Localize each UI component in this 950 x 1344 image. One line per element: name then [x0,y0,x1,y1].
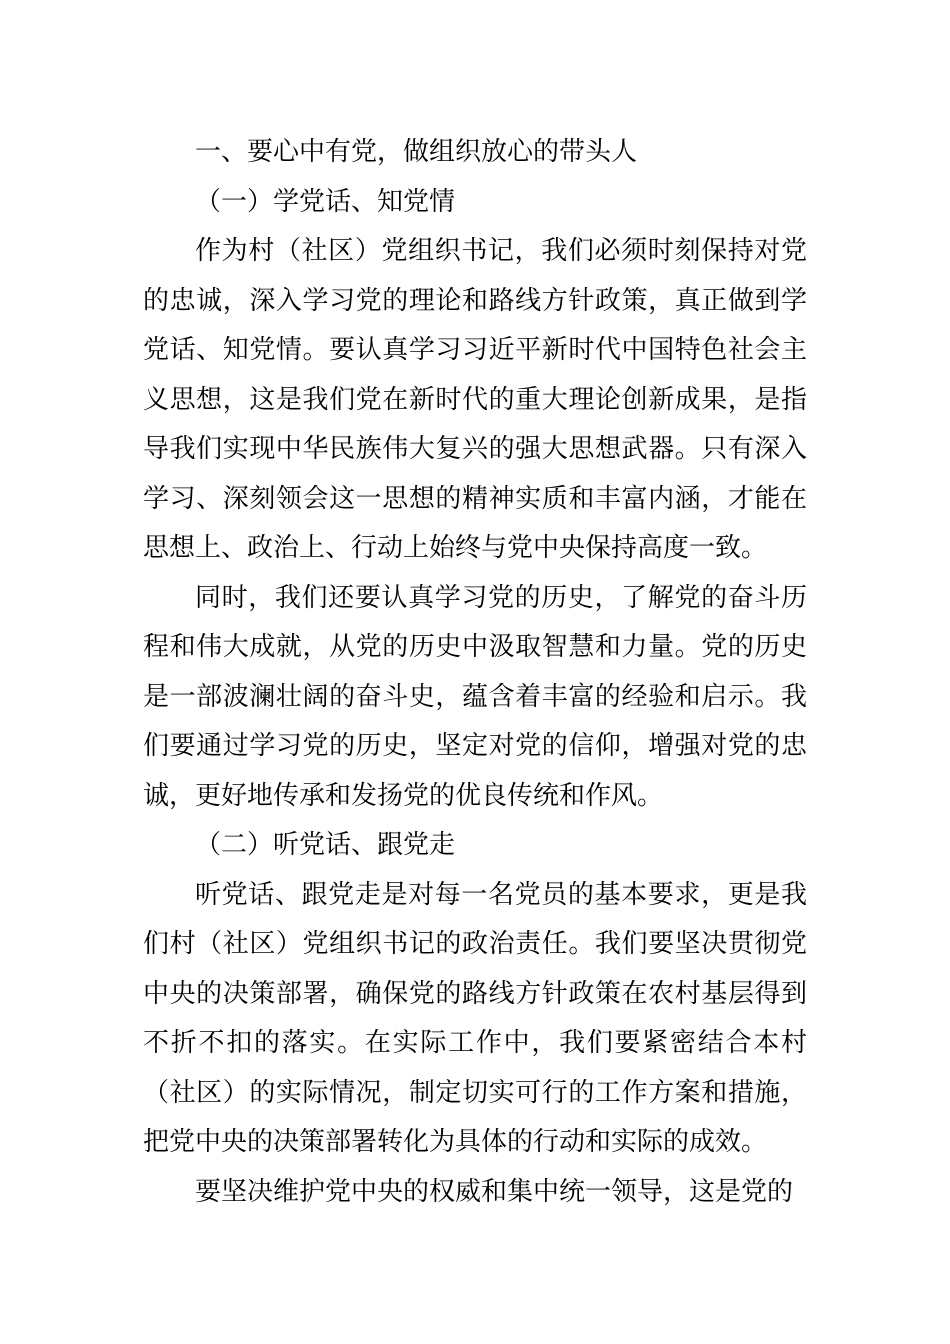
subsection-heading-1: （一）学党话、知党情 [195,186,456,217]
section-heading: 一、要心中有党，做组织放心的带头人 [195,137,638,167]
body-paragraph-4: 要坚决维护党中央的权威和集中统一领导，这是党的 [195,1176,794,1207]
subsection-heading-2: （二）听党话、跟党走 [195,830,456,860]
body-paragraph-3: 听党话、跟党走是对每一名党员的基本要求，更是我们村（社区）党组织书记的政治责任。我们要坚决贯彻党中央的决策部署，确保党的路线方针政策在农村基层得到不折不扣的落实。在实际工作中，我们要紧密结合本村（社区）的实际情况，制定切实可行的工作方案和措施，把党中央的决策部署转化为具体的行动和实际的成效。 [143,879,807,1157]
body-paragraph-2: 同时，我们还要认真学习党的历史，了解党的奋斗历程和伟大成就，从党的历史中汲取智慧和力量。党的历史是一部波澜壮阔的奋斗史，蕴含着丰富的经验和启示。我们要通过学习党的历史，坚定对党的信仰，增强对党的忠诚，更好地传承和发扬党的优良传统和作风。 [143,582,807,811]
body-paragraph-1: 作为村（社区）党组织书记，我们必须时刻保持对党的忠诚，深入学习党的理论和路线方针政策，真正做到学党话、知党情。要认真学习习近平新时代中国特色社会主义思想，这是我们党在新时代的重大理论创新成果，是指导我们实现中华民族伟大复兴的强大思想武器。只有深入学习、深刻领会这一思想的精神实质和丰富内涵，才能在思想上、政治上、行动上始终与党中央保持高度一致。 [143,236,807,563]
document-body [143,128,807,1217]
